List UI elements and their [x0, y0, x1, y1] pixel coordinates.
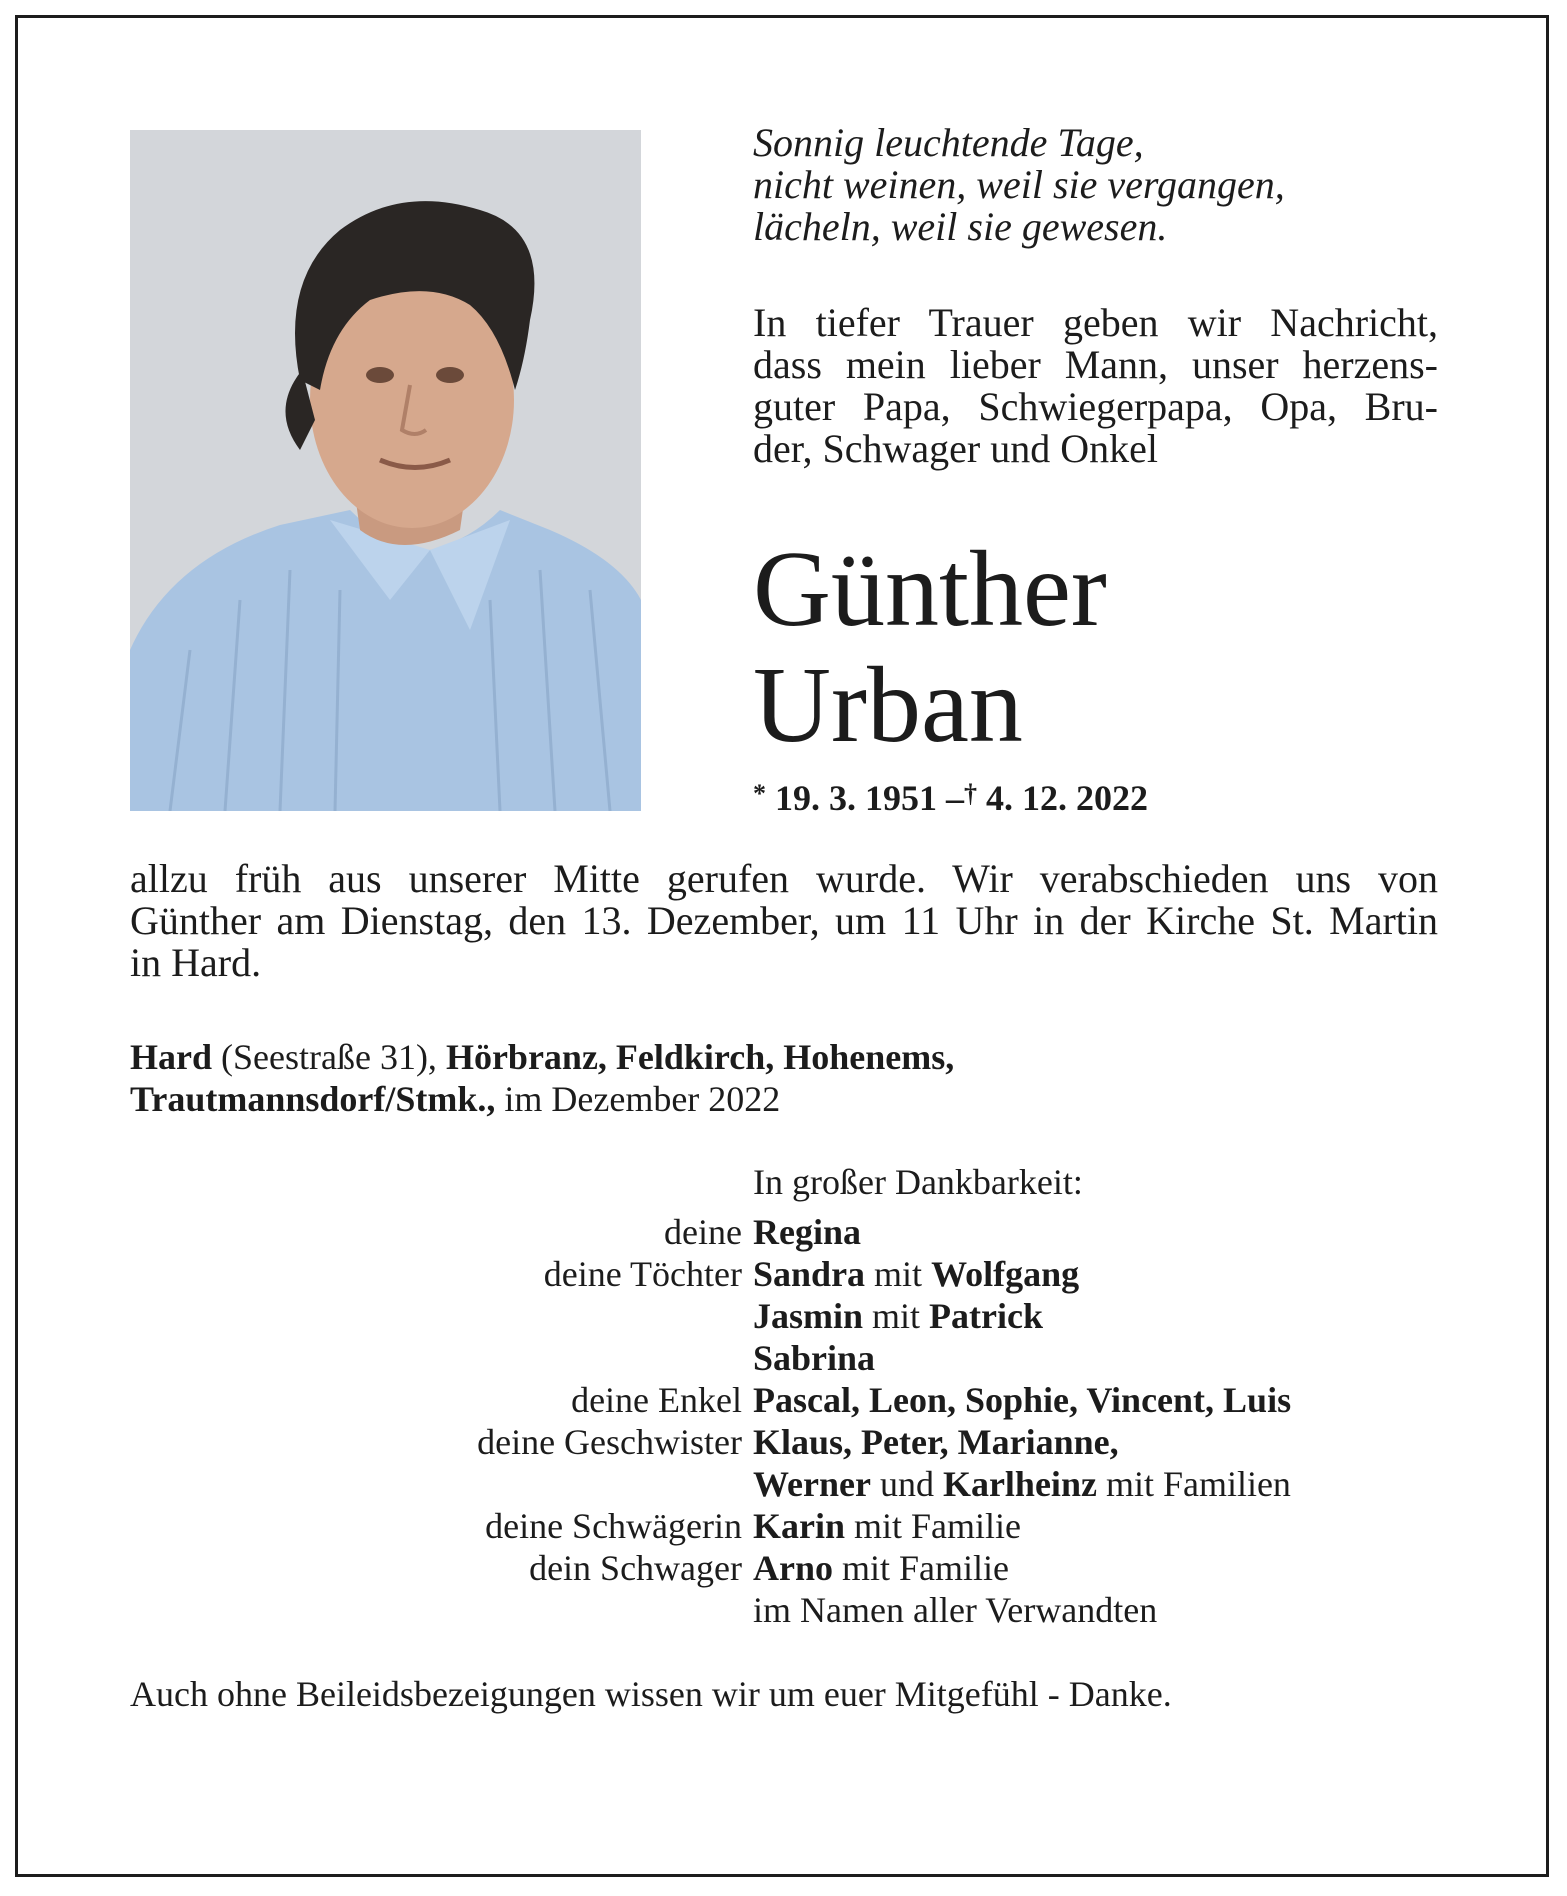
gratitude-heading: In großer Dankbarkeit:: [753, 1162, 1083, 1202]
motto-verse: [753, 122, 1453, 248]
place-hard: Hard: [130, 1037, 213, 1077]
date-line: im Dezember 2022: [495, 1079, 781, 1119]
birth-symbol: *: [753, 779, 766, 808]
relation-label: deine Töchter: [543, 1254, 742, 1294]
mourner-names: Pascal, Leon, Sophie, Vincent, Luis: [753, 1380, 1292, 1420]
life-dates: [753, 778, 1148, 818]
mourner-names: Sandra mit Wolfgang: [753, 1254, 1080, 1294]
mourner-names: Arno mit Familie: [753, 1548, 1009, 1588]
first-name: Günther: [753, 530, 1107, 649]
motto-line: lächeln, weil sie gewesen.: [753, 204, 1168, 249]
relation-label: deine: [664, 1212, 742, 1252]
mourner-names: Karin mit Familie: [753, 1506, 1022, 1546]
mourner-row: [0, 1295, 1567, 1337]
address: (Seestraße 31),: [212, 1037, 446, 1077]
mourner-row: [0, 1211, 1567, 1253]
intro-line: In tiefer Trauer geben wir Nachricht,: [753, 300, 1438, 345]
deceased-name: [753, 532, 1107, 764]
relation-label: deine Schwägerin: [485, 1506, 742, 1546]
body-line: allzu früh aus unserer Mitte gerufen wurde. Wir verabschieden uns von: [130, 856, 1438, 901]
body-line: in Hard.: [130, 940, 262, 985]
mourner-row: [0, 1421, 1567, 1463]
date-separator: –: [946, 778, 964, 818]
place-trautmannsdorf: Trautmannsdorf/Stmk.,: [130, 1079, 496, 1119]
mourner-names: Jasmin mit Patrick: [753, 1296, 1044, 1336]
relation-label: deine Enkel: [571, 1380, 742, 1420]
body-line: Günther am Dienstag, den 13. Dezember, um 11 Uhr in der Kirche St. Martin: [130, 898, 1438, 943]
portrait-photo: [130, 130, 641, 811]
places-line-2: [130, 1078, 954, 1120]
relation-label: deine Geschwister: [477, 1422, 742, 1462]
funeral-details: [130, 858, 1438, 984]
intro-line: der, Schwager und Onkel: [753, 426, 1158, 471]
mourner-row: [0, 1547, 1567, 1589]
intro-paragraph: [753, 302, 1438, 470]
mourner-row: [0, 1589, 1567, 1631]
mourner-names: Regina: [753, 1212, 861, 1252]
places-line-1: [130, 1036, 954, 1078]
mourner-row: [0, 1253, 1567, 1295]
birth-date: 19. 3. 1951: [775, 778, 937, 818]
mourner-row: [0, 1505, 1567, 1547]
mourner-names: Klaus, Peter, Marianne,: [753, 1422, 1119, 1462]
mourner-row: [0, 1463, 1567, 1505]
mourners-list: [0, 1211, 1567, 1631]
mourner-names: Sabrina: [753, 1338, 876, 1378]
mourner-row: [0, 1379, 1567, 1421]
motto-line: Sonnig leuchtende Tage,: [753, 120, 1144, 165]
relation-label: dein Schwager: [529, 1548, 742, 1588]
death-date: 4. 12. 2022: [986, 778, 1148, 818]
intro-line: dass mein lieber Mann, unser herzens-: [753, 342, 1438, 387]
places-list: Hörbranz, Feldkirch, Hohenems,: [445, 1037, 955, 1077]
intro-line: guter Papa, Schwiegerpapa, Opa, Bru-: [753, 384, 1438, 429]
motto-line: nicht weinen, weil sie vergangen,: [753, 162, 1285, 207]
mourner-names: im Namen aller Verwandten: [753, 1590, 1158, 1630]
mourner-names: Werner und Karlheinz mit Familien: [753, 1464, 1291, 1504]
last-name: Urban: [753, 646, 1023, 765]
closing-line: Auch ohne Beileidsbezeigungen wissen wir um euer Mitgefühl - Danke.: [130, 1674, 1172, 1714]
mourner-row: [0, 1337, 1567, 1379]
death-symbol: †: [964, 779, 977, 808]
places-and-date: [130, 1036, 954, 1120]
